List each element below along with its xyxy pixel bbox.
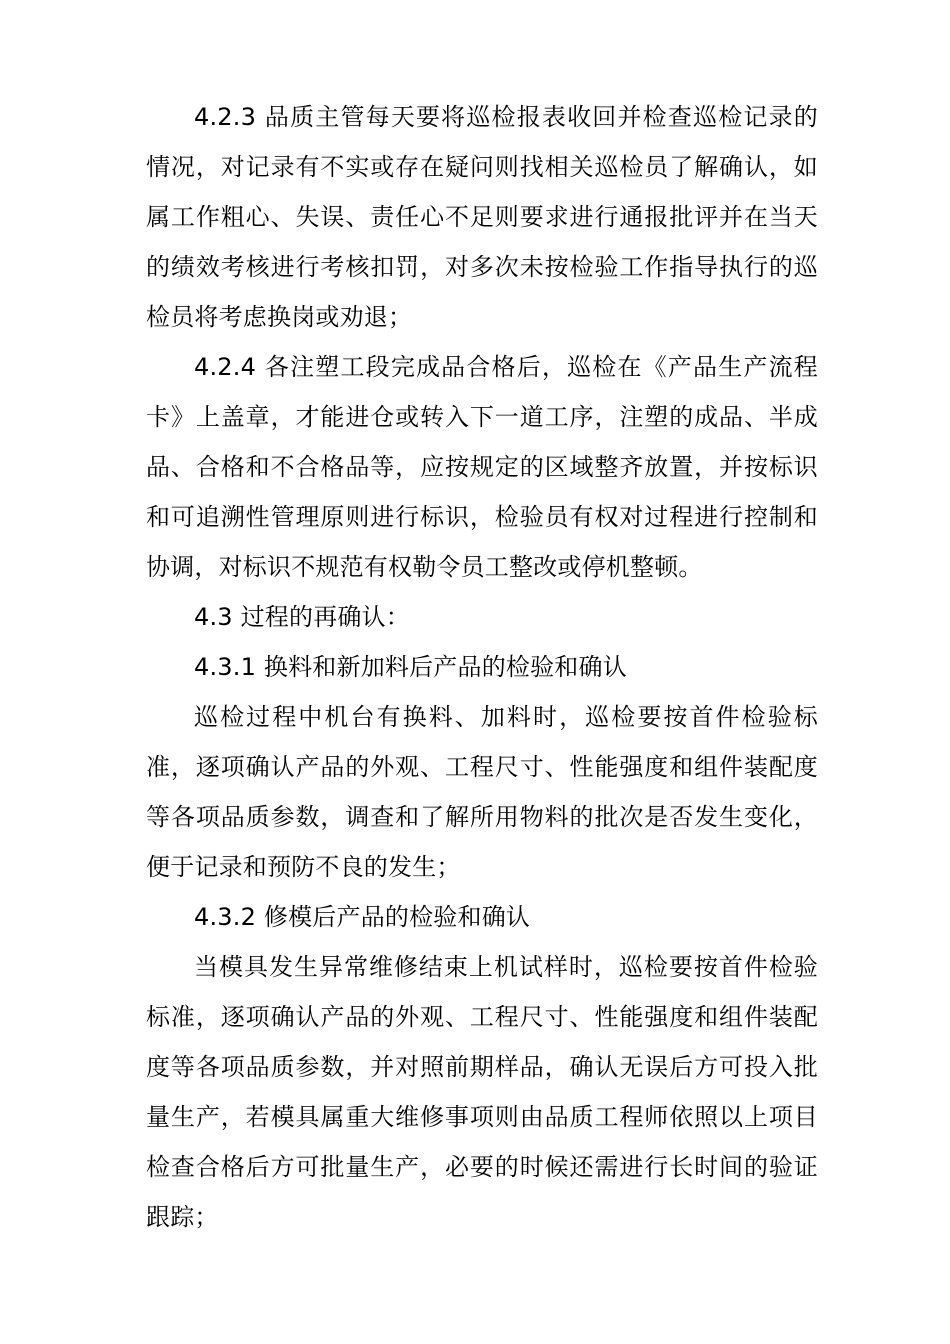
paragraph-4-3-2-body: 当模具发生异常维修结束上机试样时，巡检要按首件检验标准，逐项确认产品的外观、工程尺寸、性能强度和组件装配度等各项品质参数，并对照前期样品，确认无误后方可投入批量生产，若模具属重大维修事项则由品质工程师依照以上项目检查合格后方可批量生产，必要的时候还需进行长时间的验证跟踪； xyxy=(146,953,818,1231)
heading-4-3: 4.3 过程的再确认： xyxy=(194,603,410,631)
paragraph-4-2-3: 4.2.3 品质主管每天要将巡检报表收回并检查巡检记录的情况，对记录有不实或存在疑问则找相关巡检员了解确认，如属工作粗心、失误、责任心不足则要求进行通报批评并在当天的绩效考核进行考核扣罚，对多次未按检验工作指导执行的巡检员将考虑换岗或劝退； xyxy=(146,103,818,331)
heading-4-3-2: 4.3.2 修模后产品的检验和确认 xyxy=(194,903,531,931)
document-body xyxy=(146,92,818,1242)
heading-4-3-1: 4.3.1 换料和新加料后产品的检验和确认 xyxy=(194,653,627,681)
paragraph-4-3-1-body: 巡检过程中机台有换料、加料时，巡检要按首件检验标准，逐项确认产品的外观、工程尺寸、性能强度和组件装配度等各项品质参数，调查和了解所用物料的批次是否发生变化，便于记录和预防不良的发生； xyxy=(146,703,818,881)
paragraph-4-2-4: 4.2.4 各注塑工段完成品合格后，巡检在《产品生产流程卡》上盖章，才能进仓或转入下一道工序，注塑的成品、半成品、合格和不合格品等，应按规定的区域整齐放置，并按标识和可追溯性管理原则进行标识，检验员有权对过程进行控制和协调，对标识不规范有权勒令员工整改或停机整顿。 xyxy=(146,353,818,581)
